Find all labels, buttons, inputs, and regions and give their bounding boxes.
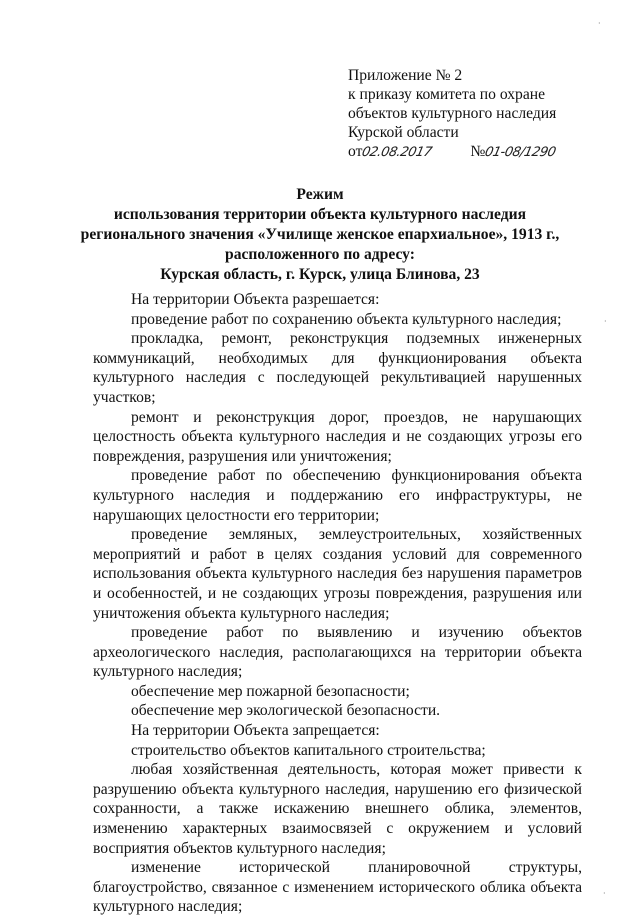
date-handwritten: 02.08.2017 <box>360 145 434 160</box>
number-field <box>483 143 558 160</box>
paragraph: проведение работ по выявлению и изучению объектов археологического наследия, располагающихся на территории объекта культурного наследия; <box>93 624 582 681</box>
date-prefix: от <box>348 143 363 160</box>
paragraph: проведение земляных, землеустроительных, хозяйственных мероприятий и работ в целях создания условий для современного использования объекта культурного наследия без нарушения параметров и особенностей, и не создающих угрозы повреждения, разрушения или уничтожения объекта культурного наследия; <box>93 526 582 622</box>
document-title <box>60 185 580 285</box>
date-field <box>362 142 470 162</box>
title-line-4: расположенного по адресу: <box>225 246 415 263</box>
paragraph: любая хозяйственная деятельность, которая может привести к разрушению объекта культурного наследия, нарушению его физической сохранности, а также искажению внешнего облика, элементов, изменению характерных взаимосвязей с окружением и условий восприятия объектов культурного наследия; <box>93 761 582 857</box>
appendix-header <box>348 66 608 162</box>
appendix-number: Приложение № 2 <box>348 67 463 84</box>
paragraph: проведение работ по обеспечению функционирования объекта культурного наследия и поддержанию его инфраструктуры, не нарушающих целостности его территории; <box>93 467 582 524</box>
committee-name: объектов культурного наследия <box>348 105 557 122</box>
region-name: Курской области <box>348 124 459 141</box>
paragraph: прокладка, ремонт, реконструкция подземных инженерных коммуникаций, необходимых для функционирования объекта культурного наследия с последующей рекультивацией нарушенных участков; <box>93 330 582 406</box>
number-handwritten: 01-08/1290 <box>483 145 558 160</box>
date-number-line <box>348 142 608 162</box>
paragraph: обеспечение мер экологической безопасности. <box>131 702 441 720</box>
paragraph-allowed-heading: На территории Объекта разрешается: <box>131 291 380 308</box>
title-line-1: Режим <box>296 186 344 203</box>
paragraph: изменение исторической планировочной структуры, благоустройство, связанное с изменением исторического облика объекта культурного наследия; <box>93 859 582 916</box>
paragraph: строительство объектов капитального строительства; <box>131 741 486 759</box>
title-line-5: Курская область, г. Курск, улица Блинова, 23 <box>160 266 480 283</box>
title-line-2: использования территории объекта культурного наследия <box>113 206 527 223</box>
title-line-3: регионального значения «Училище женское епархиальное», 1913 г., <box>80 226 560 243</box>
scan-speck: · <box>598 19 601 28</box>
scan-speck: · <box>603 889 606 898</box>
paragraph: обеспечение мер пожарной безопасности; <box>131 682 410 700</box>
paragraph: ремонт и реконструкция дорог, проездов, не нарушающих целостность объекта культурного наследия и не создающих угрозы его повреждения, разрушения или уничтожения; <box>93 408 582 465</box>
paragraph: проведение работ по сохранению объекта культурного наследия; <box>131 310 562 328</box>
order-reference: к приказу комитета по охране <box>348 86 546 103</box>
scan-speck: · <box>604 317 607 326</box>
paragraph-forbidden-heading: На территории Объекта запрещается: <box>131 722 380 740</box>
document-body <box>93 290 582 917</box>
number-prefix: № <box>470 143 486 160</box>
